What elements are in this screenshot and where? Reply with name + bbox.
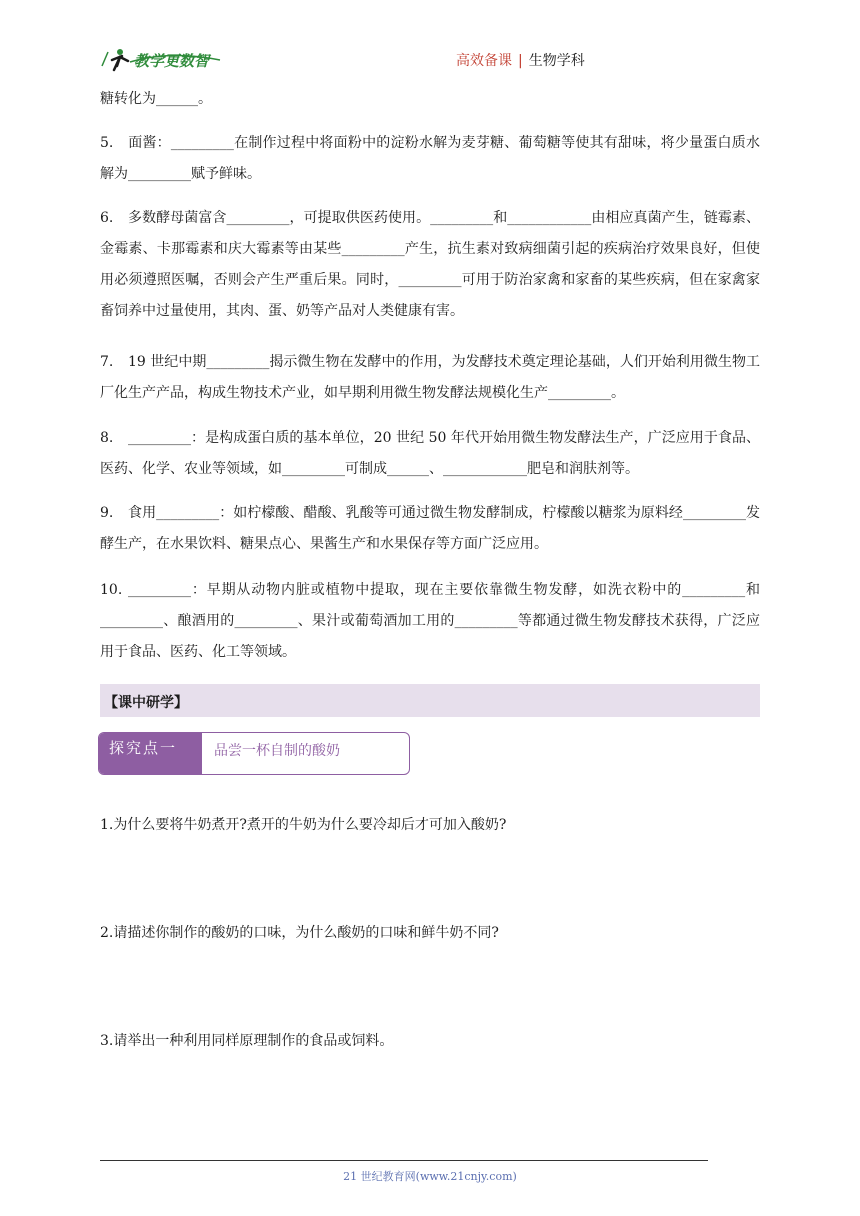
svg-text:教学更数智: 教学更数智 <box>134 52 210 70</box>
paragraph-number: 8. <box>100 430 114 446</box>
footer-source: 21 世纪教育网(www.21cnjy.com) <box>343 1170 517 1183</box>
question-3: 3.请举出一种利用同样原理制作的食品或饲料。 <box>100 1033 394 1049</box>
logo-icon <box>100 44 230 74</box>
paragraph-7 <box>100 347 760 409</box>
header-course-label <box>456 50 585 70</box>
section-header-bar <box>100 684 760 717</box>
explore-point-label: 探究点一 <box>109 739 178 757</box>
paragraph-number: 5. <box>100 135 114 151</box>
paragraph-4-continuation <box>100 84 760 115</box>
paragraph-text: _________：是构成蛋白质的基本单位，20 世纪 50 年代开始用微生物发酵法生产，广泛应用于食品、医药、化学、农业等领域，如_________可制成______、____________肥皂和润肤剂等。 <box>100 430 760 477</box>
paragraph-8 <box>100 423 760 485</box>
paragraph-5 <box>100 128 760 190</box>
footer-divider <box>100 1160 708 1161</box>
course-label: 高效备课 <box>456 53 512 69</box>
question-2: 2.请描述你制作的酸奶的口味，为什么酸奶的口味和鲜牛奶不同? <box>100 925 499 941</box>
paragraph-10 <box>100 575 760 668</box>
section-title: 【课中研学】 <box>104 695 188 711</box>
paragraph-text: 多数酵母菌富含_________，可提取供医药使用。_________和____________由相应真菌产生，链霉素、金霉素、卡那霉素和庆大霉素等由某些_________产生，抗生素对致病细菌引起的疾病治疗效果良好，但使用必须遵照医嘱，否则会产生严重后果。同时，_________可用于防治家禽和家畜的某些疾病，但在家禽家畜饲养中过量使用，其肉、蛋、奶等产品对人类健康有害。 <box>100 210 760 319</box>
explore-point-topic: 品尝一杯自制的酸奶 <box>214 743 340 759</box>
paragraph-6 <box>100 203 760 327</box>
paragraph-text: 19 世纪中期_________揭示微生物在发酵中的作用，为发酵技术奠定理论基础，人们开始利用微生物工厂化生产产品，构成生物技术产业，如早期利用微生物发酵法规模化生产_________。 <box>100 354 760 401</box>
subject-label: 生物学科 <box>528 53 585 69</box>
paragraph-text: 糖转化为______。 <box>100 91 212 107</box>
paragraph-number: 6. <box>100 210 114 226</box>
header-separator: | <box>518 53 523 69</box>
explore-point-tag <box>99 733 202 774</box>
paragraph-9 <box>100 498 760 560</box>
paragraph-number: 10. <box>100 582 123 598</box>
paragraph-text: 面酱：_________在制作过程中将面粉中的淀粉水解为麦芽糖、葡萄糖等使其有甜味，将少量蛋白质水解为_________赋予鲜味。 <box>100 135 760 182</box>
page-header <box>100 40 760 80</box>
paragraph-text: _________：早期从动物内脏或植物中提取，现在主要依靠微生物发酵，如洗衣粉中的_________和_________、酿酒用的_________、果汁或葡萄酒加工用的_________等都通过微生物发酵技术获得，广泛应用于食品、医药、化工等领域。 <box>100 582 760 660</box>
paragraph-text: 食用_________：如柠檬酸、醋酸、乳酸等可通过微生物发酵制成，柠檬酸以糖浆为原料经_________发酵生产，在水果饮料、糖果点心、果酱生产和水果保存等方面广泛应用。 <box>100 505 760 552</box>
paragraph-number: 7. <box>100 354 114 370</box>
logo <box>100 44 230 74</box>
explore-point-box <box>98 732 410 775</box>
paragraph-number: 9. <box>100 505 114 521</box>
question-1: 1.为什么要将牛奶煮开?煮开的牛奶为什么要冷却后才可加入酸奶? <box>100 817 507 833</box>
